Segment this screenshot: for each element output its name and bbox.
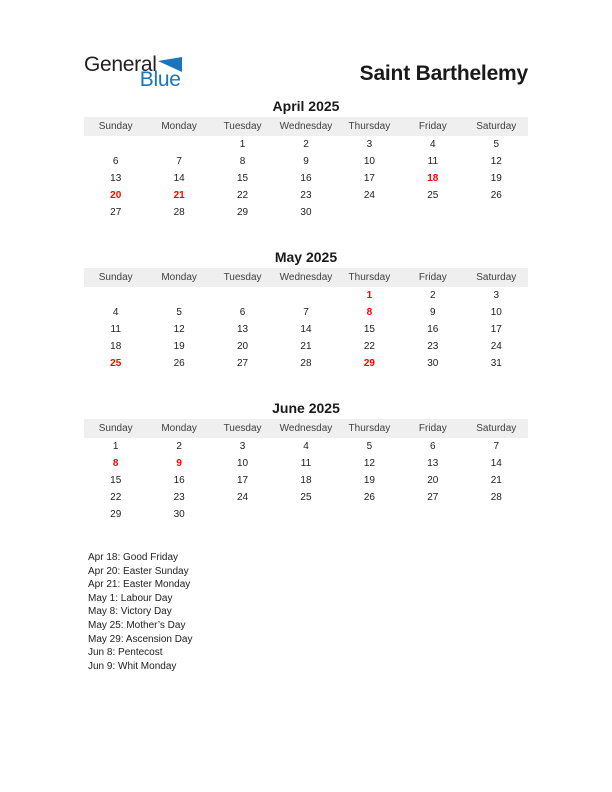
date-cell: 15	[236, 173, 249, 184]
date-cell: 29	[110, 509, 122, 520]
date-cell: 2	[303, 139, 309, 150]
weekday-header: Thursday	[338, 419, 401, 438]
holiday-item: May 25: Mother’s Day	[88, 619, 186, 631]
date-cell: 9	[303, 156, 309, 167]
date-cell	[465, 204, 528, 221]
holiday-date-cell: 25	[110, 358, 122, 369]
date-cell: 10	[236, 458, 249, 469]
holiday-date-cell: 8	[366, 307, 373, 318]
week-row	[84, 338, 528, 355]
date-cell: 16	[300, 173, 312, 184]
date-cell: 5	[176, 307, 182, 318]
date-cell: 12	[490, 156, 502, 167]
month-title: April 2025	[272, 98, 340, 114]
holiday-item: Apr 18: Good Friday	[88, 552, 179, 563]
date-cell: 17	[236, 475, 249, 486]
date-cell: 1	[112, 441, 119, 452]
logo-text-blue: Blue	[139, 68, 181, 91]
week-row	[84, 187, 528, 204]
month-grid-body	[84, 438, 528, 523]
weekday-header: Monday	[147, 419, 210, 438]
date-cell: 5	[366, 441, 373, 452]
date-cell: 18	[110, 341, 122, 352]
weekday-header-row	[84, 419, 528, 438]
holiday-item: Jun 8: Pentecost	[88, 647, 163, 659]
holiday-item: May 1: Labour Day	[88, 592, 173, 604]
date-cell	[84, 287, 147, 304]
date-cell	[465, 506, 528, 523]
date-cell: 27	[427, 492, 439, 503]
page-header	[0, 0, 612, 90]
month-grid-body	[84, 287, 528, 372]
weekday-header: Saturday	[465, 419, 528, 438]
date-cell: 14	[173, 173, 185, 184]
holiday-item: May 8: Victory Day	[88, 606, 172, 618]
date-cell	[401, 204, 464, 221]
weekday-header: Thursday	[338, 117, 401, 136]
date-cell: 12	[173, 324, 185, 335]
holiday-date-cell: 9	[176, 458, 182, 469]
weekday-header-row	[84, 419, 528, 438]
date-cell	[338, 506, 401, 523]
date-cell: 4	[303, 441, 309, 452]
weekday-header-row	[84, 268, 528, 287]
date-cell: 4	[112, 307, 119, 318]
date-cell: 14	[490, 458, 502, 469]
week-row	[84, 136, 528, 153]
date-cell: 31	[490, 358, 502, 369]
weekday-header: Thursday	[338, 268, 401, 287]
date-cell: 21	[300, 341, 312, 352]
month-grid-body	[84, 136, 528, 221]
date-cell: 13	[110, 173, 122, 184]
date-cell: 28	[173, 207, 185, 218]
date-cell: 7	[176, 156, 182, 167]
date-cell: 26	[363, 492, 375, 503]
month-section-june-2025	[84, 401, 528, 523]
date-cell: 24	[490, 341, 502, 352]
date-cell	[147, 136, 210, 153]
date-cell: 23	[427, 341, 439, 352]
date-cell: 9	[430, 307, 436, 318]
weekday-header-row	[84, 268, 528, 287]
date-cell: 15	[363, 324, 375, 335]
date-cell: 7	[303, 307, 309, 318]
holiday-date-cell: 29	[363, 358, 375, 369]
date-cell: 19	[490, 173, 502, 184]
week-row	[84, 489, 528, 506]
weekday-header: Friday	[401, 268, 464, 287]
weekday-header: Friday	[401, 419, 464, 438]
calendar-months	[0, 99, 612, 523]
date-cell: 17	[363, 173, 375, 184]
date-cell: 26	[173, 358, 185, 369]
date-cell: 10	[490, 307, 502, 318]
date-cell: 5	[493, 139, 500, 150]
date-cell: 19	[363, 475, 375, 486]
date-cell: 3	[366, 139, 373, 150]
weekday-header-row	[84, 117, 528, 136]
date-cell: 23	[300, 190, 312, 201]
week-row	[84, 506, 528, 523]
month-grid	[84, 268, 528, 372]
date-cell	[211, 506, 274, 523]
holiday-date-cell: 20	[110, 190, 122, 201]
holiday-item: Apr 20: Easter Sunday	[88, 565, 189, 577]
weekday-header-row	[84, 117, 528, 136]
week-row	[84, 438, 528, 455]
date-cell	[147, 287, 210, 304]
month-title: May 2025	[274, 249, 338, 265]
holiday-item: Apr 21: Easter Monday	[88, 579, 191, 591]
date-cell: 2	[176, 441, 182, 452]
week-row	[84, 321, 528, 338]
date-cell: 20	[236, 341, 249, 352]
date-cell: 27	[236, 358, 249, 369]
week-row	[84, 287, 528, 304]
date-cell: 18	[300, 475, 312, 486]
weekday-header: Sunday	[84, 419, 147, 438]
date-cell: 28	[490, 492, 502, 503]
weekday-header: Monday	[147, 117, 210, 136]
date-cell: 27	[110, 207, 122, 218]
date-cell: 25	[300, 492, 312, 503]
date-cell: 30	[300, 207, 312, 218]
date-cell: 19	[173, 341, 185, 352]
week-row	[84, 472, 528, 489]
date-cell: 8	[239, 156, 246, 167]
date-cell: 26	[490, 190, 502, 201]
holiday-item: Jun 9: Whit Monday	[88, 660, 177, 672]
weekday-header: Tuesday	[211, 117, 274, 136]
weekday-header: Monday	[147, 268, 210, 287]
date-cell: 21	[490, 475, 502, 486]
date-cell: 20	[427, 475, 439, 486]
date-cell: 6	[430, 441, 436, 452]
weekday-header: Tuesday	[211, 268, 274, 287]
week-row	[84, 204, 528, 221]
week-row	[84, 153, 528, 170]
holiday-date-cell: 8	[112, 458, 119, 469]
weekday-header: Saturday	[465, 117, 528, 136]
holiday-date-cell: 18	[427, 173, 439, 184]
holiday-item: May 29: Ascension Day	[88, 633, 193, 645]
date-cell	[84, 136, 147, 153]
week-row	[84, 170, 528, 187]
holiday-date-cell: 21	[173, 190, 185, 201]
date-cell: 1	[239, 139, 246, 150]
week-row	[84, 355, 528, 372]
general-blue-logo	[84, 54, 182, 90]
week-row	[84, 304, 528, 321]
weekday-header: Tuesday	[211, 419, 274, 438]
month-grid	[84, 117, 528, 221]
date-cell	[274, 506, 337, 523]
date-cell	[338, 204, 401, 221]
date-cell: 22	[110, 492, 122, 503]
date-cell: 24	[236, 492, 249, 503]
date-cell	[401, 506, 464, 523]
logo-text-general: General	[84, 53, 157, 76]
date-cell: 11	[427, 156, 439, 167]
date-cell: 4	[430, 139, 436, 150]
date-cell: 3	[239, 441, 246, 452]
date-cell: 13	[427, 458, 439, 469]
date-cell: 11	[110, 324, 121, 335]
date-cell: 6	[112, 156, 119, 167]
date-cell: 30	[173, 509, 185, 520]
month-section-may-2025	[84, 250, 528, 372]
date-cell: 11	[300, 458, 312, 469]
date-cell: 14	[300, 324, 312, 335]
date-cell: 7	[493, 441, 500, 452]
weekday-header: Sunday	[84, 268, 147, 287]
date-cell	[211, 287, 274, 304]
date-cell: 3	[493, 290, 500, 301]
date-cell: 16	[427, 324, 439, 335]
month-grid	[84, 419, 528, 523]
date-cell: 13	[236, 324, 249, 335]
weekday-header: Sunday	[84, 117, 147, 136]
holiday-date-cell: 1	[366, 290, 373, 301]
date-cell: 30	[427, 358, 439, 369]
week-row	[84, 455, 528, 472]
date-cell: 16	[173, 475, 185, 486]
weekday-header: Saturday	[465, 268, 528, 287]
date-cell: 17	[490, 324, 502, 335]
date-cell: 23	[173, 492, 185, 503]
date-cell: 22	[363, 341, 375, 352]
date-cell: 22	[236, 190, 249, 201]
date-cell: 2	[430, 290, 436, 301]
holiday-list	[0, 551, 612, 673]
date-cell: 12	[363, 458, 375, 469]
weekday-header: Wednesday	[274, 268, 337, 287]
date-cell: 15	[110, 475, 122, 486]
date-cell: 24	[363, 190, 375, 201]
date-cell: 25	[427, 190, 439, 201]
weekday-header: Friday	[401, 117, 464, 136]
date-cell: 28	[300, 358, 312, 369]
date-cell: 6	[239, 307, 246, 318]
page-title: Saint Barthelemy	[359, 62, 528, 85]
weekday-header: Wednesday	[274, 419, 337, 438]
date-cell	[274, 287, 337, 304]
date-cell: 10	[363, 156, 375, 167]
weekday-header: Wednesday	[274, 117, 337, 136]
month-title: June 2025	[272, 400, 340, 416]
month-section-april-2025	[84, 99, 528, 221]
date-cell: 29	[236, 207, 249, 218]
